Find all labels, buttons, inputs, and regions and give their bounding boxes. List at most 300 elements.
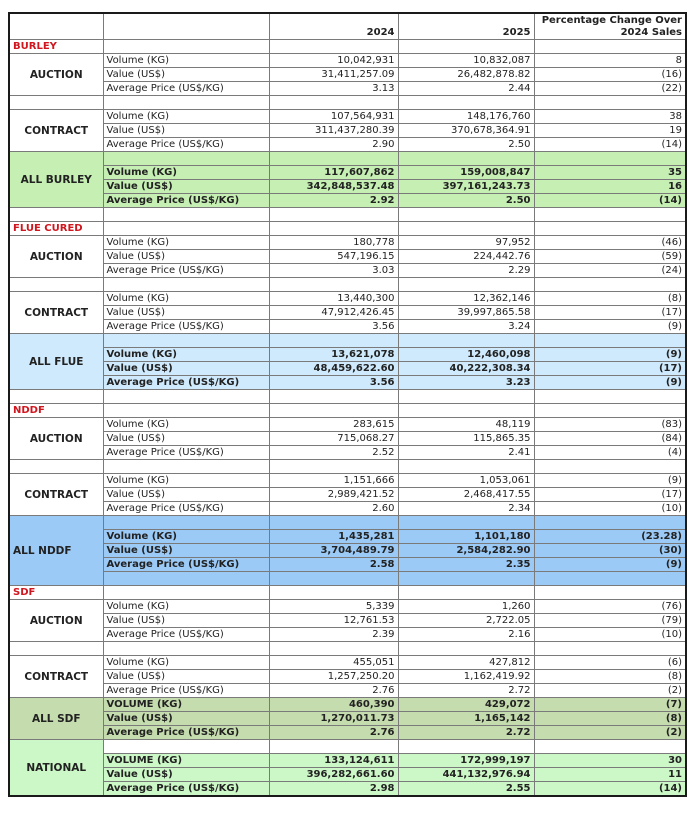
empty-cell <box>534 740 686 754</box>
value-2025: 2.41 <box>398 446 534 460</box>
all-sdf-label: ALL SDF <box>9 698 103 740</box>
metric-label: Value (US$) <box>103 670 269 684</box>
value-2025: 39,997,865.58 <box>398 306 534 320</box>
value-2025: 2,722.05 <box>398 614 534 628</box>
value-2024: 13,440,300 <box>269 292 398 306</box>
spacer-row <box>9 96 686 110</box>
table-row <box>9 418 686 432</box>
flue-auction-label: AUCTION <box>9 236 103 278</box>
value-2025: 370,678,364.91 <box>398 124 534 138</box>
header-2025: 2025 <box>398 13 534 40</box>
table-row <box>9 432 686 446</box>
tobacco-sales-table <box>8 12 687 797</box>
value-2025: 12,362,146 <box>398 292 534 306</box>
all-flue-label: ALL FLUE <box>9 334 103 390</box>
value-2025: 2.44 <box>398 82 534 96</box>
pct-change: (23.28) <box>534 530 686 544</box>
total-row <box>9 544 686 558</box>
value-2024: 2.76 <box>269 726 398 740</box>
empty-cell <box>534 278 686 292</box>
value-2025: 2.35 <box>398 558 534 572</box>
value-2024: 133,124,611 <box>269 754 398 768</box>
table-row <box>9 656 686 670</box>
metric-label: VOLUME (KG) <box>103 698 269 712</box>
empty-cell <box>269 516 398 530</box>
value-2024: 47,912,426.45 <box>269 306 398 320</box>
metric-label: Value (US$) <box>103 362 269 376</box>
empty-cell <box>269 460 398 474</box>
table-row <box>9 684 686 698</box>
empty-cell <box>534 96 686 110</box>
value-2025: 397,161,243.73 <box>398 180 534 194</box>
empty-cell <box>398 740 534 754</box>
empty-cell <box>103 40 269 54</box>
metric-label: Average Price (US$/KG) <box>103 558 269 572</box>
pct-change: (22) <box>534 82 686 96</box>
value-2024: 460,390 <box>269 698 398 712</box>
metric-label: Volume (KG) <box>103 292 269 306</box>
metric-label: Value (US$) <box>103 488 269 502</box>
spacer-row <box>9 152 686 166</box>
empty-cell <box>534 572 686 586</box>
table-row <box>9 628 686 642</box>
pct-change: (9) <box>534 558 686 572</box>
header-row <box>9 13 686 40</box>
value-2025: 2.50 <box>398 194 534 208</box>
spacer-row <box>9 334 686 348</box>
value-2024: 2.98 <box>269 782 398 797</box>
pct-change: (6) <box>534 656 686 670</box>
empty-cell <box>398 278 534 292</box>
value-2025: 1,101,180 <box>398 530 534 544</box>
value-2025: 159,008,847 <box>398 166 534 180</box>
metric-label: Volume (KG) <box>103 348 269 362</box>
metric-label: Volume (KG) <box>103 656 269 670</box>
value-2024: 1,151,666 <box>269 474 398 488</box>
empty-cell <box>269 152 398 166</box>
empty-cell <box>398 390 534 404</box>
total-row <box>9 348 686 362</box>
total-row <box>9 712 686 726</box>
value-2025: 3.23 <box>398 376 534 390</box>
sdf-auction-label: AUCTION <box>9 600 103 642</box>
value-2025: 2.34 <box>398 502 534 516</box>
table-row <box>9 474 686 488</box>
metric-label: Value (US$) <box>103 250 269 264</box>
pct-change: (84) <box>534 432 686 446</box>
empty-cell <box>534 460 686 474</box>
table-row <box>9 600 686 614</box>
total-row <box>9 376 686 390</box>
nddf-contract-label: CONTRACT <box>9 474 103 516</box>
pct-change: (59) <box>534 250 686 264</box>
value-2025: 40,222,308.34 <box>398 362 534 376</box>
metric-label: Volume (KG) <box>103 474 269 488</box>
value-2024: 3,704,489.79 <box>269 544 398 558</box>
empty-cell <box>269 740 398 754</box>
value-2025: 48,119 <box>398 418 534 432</box>
value-2025: 172,999,197 <box>398 754 534 768</box>
empty-cell <box>398 152 534 166</box>
value-2024: 1,270,011.73 <box>269 712 398 726</box>
header-2024: 2024 <box>269 13 398 40</box>
spacer-row <box>9 740 686 754</box>
value-2025: 224,442.76 <box>398 250 534 264</box>
empty-cell <box>103 222 269 236</box>
section-title-nddf: NDDF <box>9 404 103 418</box>
empty-cell <box>534 586 686 600</box>
value-2025: 2.72 <box>398 684 534 698</box>
pct-change: (46) <box>534 236 686 250</box>
empty-cell <box>269 404 398 418</box>
empty-cell <box>103 572 269 586</box>
table-row <box>9 138 686 152</box>
value-2024: 2.39 <box>269 628 398 642</box>
value-2024: 117,607,862 <box>269 166 398 180</box>
value-2024: 2,989,421.52 <box>269 488 398 502</box>
empty-cell <box>269 642 398 656</box>
total-row <box>9 530 686 544</box>
pct-change: (14) <box>534 194 686 208</box>
all-nddf-label: ALL NDDF <box>9 516 103 586</box>
pct-change: (83) <box>534 418 686 432</box>
pct-change: (9) <box>534 320 686 334</box>
section-row <box>9 404 686 418</box>
burley-auction-label: AUCTION <box>9 54 103 96</box>
value-2024: 48,459,622.60 <box>269 362 398 376</box>
empty-cell <box>534 516 686 530</box>
metric-label: Average Price (US$/KG) <box>103 502 269 516</box>
metric-label: Value (US$) <box>103 432 269 446</box>
empty-cell <box>534 404 686 418</box>
empty-cell <box>103 516 269 530</box>
value-2025: 2.50 <box>398 138 534 152</box>
national-label: NATIONAL <box>9 740 103 797</box>
metric-label: VOLUME (KG) <box>103 754 269 768</box>
pct-change: 38 <box>534 110 686 124</box>
empty-cell <box>534 40 686 54</box>
value-2024: 2.90 <box>269 138 398 152</box>
section-row <box>9 222 686 236</box>
metric-label: Average Price (US$/KG) <box>103 628 269 642</box>
pct-change: (30) <box>534 544 686 558</box>
nddf-auction-label: AUCTION <box>9 418 103 460</box>
pct-change: 16 <box>534 180 686 194</box>
metric-label: Volume (KG) <box>103 110 269 124</box>
metric-label: Value (US$) <box>103 124 269 138</box>
metric-label: Average Price (US$/KG) <box>103 726 269 740</box>
metric-label: Average Price (US$/KG) <box>103 82 269 96</box>
table-row <box>9 446 686 460</box>
table-row <box>9 320 686 334</box>
value-2025: 3.24 <box>398 320 534 334</box>
spacer-row <box>9 516 686 530</box>
value-2024: 3.56 <box>269 320 398 334</box>
value-2025: 429,072 <box>398 698 534 712</box>
metric-label: Average Price (US$/KG) <box>103 264 269 278</box>
empty-cell <box>269 222 398 236</box>
table-row <box>9 250 686 264</box>
table-row <box>9 264 686 278</box>
value-2024: 3.56 <box>269 376 398 390</box>
header-percentage-change: Percentage Change Over 2024 Sales <box>534 13 686 40</box>
empty-cell <box>269 96 398 110</box>
flue-contract-label: CONTRACT <box>9 292 103 334</box>
empty-cell <box>103 96 269 110</box>
empty-cell <box>103 208 269 222</box>
pct-change: (76) <box>534 600 686 614</box>
spacer-row <box>9 460 686 474</box>
empty-cell <box>398 572 534 586</box>
table-row <box>9 292 686 306</box>
value-2025: 2.55 <box>398 782 534 797</box>
empty-cell <box>269 390 398 404</box>
pct-change: (2) <box>534 726 686 740</box>
empty-cell <box>9 390 103 404</box>
empty-cell <box>534 642 686 656</box>
empty-cell <box>103 460 269 474</box>
value-2024: 311,437,280.39 <box>269 124 398 138</box>
pct-change: (4) <box>534 446 686 460</box>
empty-cell <box>9 96 103 110</box>
value-2025: 2.29 <box>398 264 534 278</box>
pct-change: 8 <box>534 54 686 68</box>
spacer-row <box>9 278 686 292</box>
value-2025: 427,812 <box>398 656 534 670</box>
metric-label: Volume (KG) <box>103 166 269 180</box>
empty-cell <box>534 334 686 348</box>
section-row <box>9 586 686 600</box>
total-row <box>9 166 686 180</box>
national-row <box>9 768 686 782</box>
value-2024: 1,257,250.20 <box>269 670 398 684</box>
pct-change: (7) <box>534 698 686 712</box>
section-title-flue-cured: FLUE CURED <box>9 222 103 236</box>
empty-cell <box>398 40 534 54</box>
metric-label: Average Price (US$/KG) <box>103 138 269 152</box>
value-2025: 1,162,419.92 <box>398 670 534 684</box>
pct-change: (9) <box>534 348 686 362</box>
empty-cell <box>398 586 534 600</box>
value-2025: 1,053,061 <box>398 474 534 488</box>
national-row <box>9 782 686 797</box>
value-2024: 10,042,931 <box>269 54 398 68</box>
value-2024: 1,435,281 <box>269 530 398 544</box>
empty-cell <box>269 40 398 54</box>
section-row <box>9 40 686 54</box>
empty-cell <box>9 278 103 292</box>
empty-cell <box>534 208 686 222</box>
value-2025: 2.16 <box>398 628 534 642</box>
table-row <box>9 110 686 124</box>
value-2024: 13,621,078 <box>269 348 398 362</box>
metric-label: Average Price (US$/KG) <box>103 376 269 390</box>
pct-change: 35 <box>534 166 686 180</box>
value-2025: 2,468,417.55 <box>398 488 534 502</box>
value-2024: 107,564,931 <box>269 110 398 124</box>
pct-change: (17) <box>534 488 686 502</box>
empty-cell <box>534 390 686 404</box>
header-blank <box>103 13 269 40</box>
table-row <box>9 124 686 138</box>
value-2025: 2,584,282.90 <box>398 544 534 558</box>
pct-change: 30 <box>534 754 686 768</box>
value-2025: 26,482,878.82 <box>398 68 534 82</box>
empty-cell <box>9 642 103 656</box>
spacer-row <box>9 390 686 404</box>
value-2024: 5,339 <box>269 600 398 614</box>
pct-change: (17) <box>534 306 686 320</box>
empty-cell <box>269 334 398 348</box>
value-2024: 342,848,537.48 <box>269 180 398 194</box>
pct-change: 11 <box>534 768 686 782</box>
value-2024: 2.52 <box>269 446 398 460</box>
empty-cell <box>103 586 269 600</box>
metric-label: Average Price (US$/KG) <box>103 446 269 460</box>
total-row <box>9 180 686 194</box>
value-2025: 115,865.35 <box>398 432 534 446</box>
table-row <box>9 502 686 516</box>
header-blank <box>9 13 103 40</box>
value-2025: 148,176,760 <box>398 110 534 124</box>
empty-cell <box>534 152 686 166</box>
empty-cell <box>103 740 269 754</box>
metric-label: Average Price (US$/KG) <box>103 194 269 208</box>
empty-cell <box>269 586 398 600</box>
metric-label: Volume (KG) <box>103 236 269 250</box>
value-2024: 715,068.27 <box>269 432 398 446</box>
metric-label: Value (US$) <box>103 180 269 194</box>
value-2024: 31,411,257.09 <box>269 68 398 82</box>
pct-change: 19 <box>534 124 686 138</box>
spacer-row <box>9 208 686 222</box>
spacer-row <box>9 642 686 656</box>
pct-change: (14) <box>534 782 686 797</box>
value-2024: 2.76 <box>269 684 398 698</box>
metric-label: Average Price (US$/KG) <box>103 320 269 334</box>
pct-change: (10) <box>534 628 686 642</box>
metric-label: Value (US$) <box>103 544 269 558</box>
sdf-contract-label: CONTRACT <box>9 656 103 698</box>
table-row <box>9 306 686 320</box>
empty-cell <box>9 208 103 222</box>
table-row <box>9 614 686 628</box>
metric-label: Value (US$) <box>103 68 269 82</box>
pct-change: (14) <box>534 138 686 152</box>
value-2025: 10,832,087 <box>398 54 534 68</box>
value-2025: 441,132,976.94 <box>398 768 534 782</box>
empty-cell <box>398 96 534 110</box>
empty-cell <box>398 642 534 656</box>
metric-label: Value (US$) <box>103 614 269 628</box>
value-2025: 1,260 <box>398 600 534 614</box>
national-row <box>9 754 686 768</box>
table-row <box>9 82 686 96</box>
metric-label: Volume (KG) <box>103 418 269 432</box>
section-title-burley: BURLEY <box>9 40 103 54</box>
value-2024: 3.03 <box>269 264 398 278</box>
metric-label: Volume (KG) <box>103 54 269 68</box>
total-row <box>9 362 686 376</box>
total-row <box>9 194 686 208</box>
value-2024: 396,282,661.60 <box>269 768 398 782</box>
empty-cell <box>103 642 269 656</box>
empty-cell <box>103 152 269 166</box>
pct-change: (2) <box>534 684 686 698</box>
empty-cell <box>103 334 269 348</box>
empty-cell <box>103 278 269 292</box>
table-row <box>9 670 686 684</box>
empty-cell <box>398 404 534 418</box>
value-2024: 283,615 <box>269 418 398 432</box>
total-row <box>9 726 686 740</box>
empty-cell <box>269 208 398 222</box>
metric-label: Average Price (US$/KG) <box>103 684 269 698</box>
pct-change: (24) <box>534 264 686 278</box>
total-row <box>9 698 686 712</box>
metric-label: Value (US$) <box>103 712 269 726</box>
spacer-row <box>9 572 686 586</box>
pct-change: (8) <box>534 712 686 726</box>
value-2024: 12,761.53 <box>269 614 398 628</box>
metric-label: Volume (KG) <box>103 530 269 544</box>
burley-contract-label: CONTRACT <box>9 110 103 152</box>
section-title-sdf: SDF <box>9 586 103 600</box>
metric-label: Value (US$) <box>103 306 269 320</box>
total-row <box>9 558 686 572</box>
empty-cell <box>398 222 534 236</box>
empty-cell <box>534 222 686 236</box>
pct-change: (9) <box>534 474 686 488</box>
value-2025: 12,460,098 <box>398 348 534 362</box>
value-2024: 2.92 <box>269 194 398 208</box>
pct-change: (9) <box>534 376 686 390</box>
pct-change: (16) <box>534 68 686 82</box>
metric-label: Value (US$) <box>103 768 269 782</box>
value-2024: 3.13 <box>269 82 398 96</box>
empty-cell <box>103 404 269 418</box>
empty-cell <box>9 460 103 474</box>
table-row <box>9 488 686 502</box>
empty-cell <box>103 390 269 404</box>
table-row <box>9 68 686 82</box>
empty-cell <box>398 516 534 530</box>
table-row <box>9 236 686 250</box>
empty-cell <box>269 572 398 586</box>
empty-cell <box>398 460 534 474</box>
empty-cell <box>269 278 398 292</box>
empty-cell <box>398 208 534 222</box>
metric-label: Average Price (US$/KG) <box>103 782 269 797</box>
value-2024: 2.60 <box>269 502 398 516</box>
pct-change: (8) <box>534 292 686 306</box>
all-burley-label: ALL BURLEY <box>9 152 103 208</box>
pct-change: (79) <box>534 614 686 628</box>
table-row <box>9 54 686 68</box>
value-2024: 180,778 <box>269 236 398 250</box>
value-2024: 2.58 <box>269 558 398 572</box>
pct-change: (10) <box>534 502 686 516</box>
pct-change: (8) <box>534 670 686 684</box>
value-2025: 97,952 <box>398 236 534 250</box>
empty-cell <box>398 334 534 348</box>
value-2024: 455,051 <box>269 656 398 670</box>
value-2024: 547,196.15 <box>269 250 398 264</box>
pct-change: (17) <box>534 362 686 376</box>
value-2025: 1,165,142 <box>398 712 534 726</box>
value-2025: 2.72 <box>398 726 534 740</box>
metric-label: Volume (KG) <box>103 600 269 614</box>
